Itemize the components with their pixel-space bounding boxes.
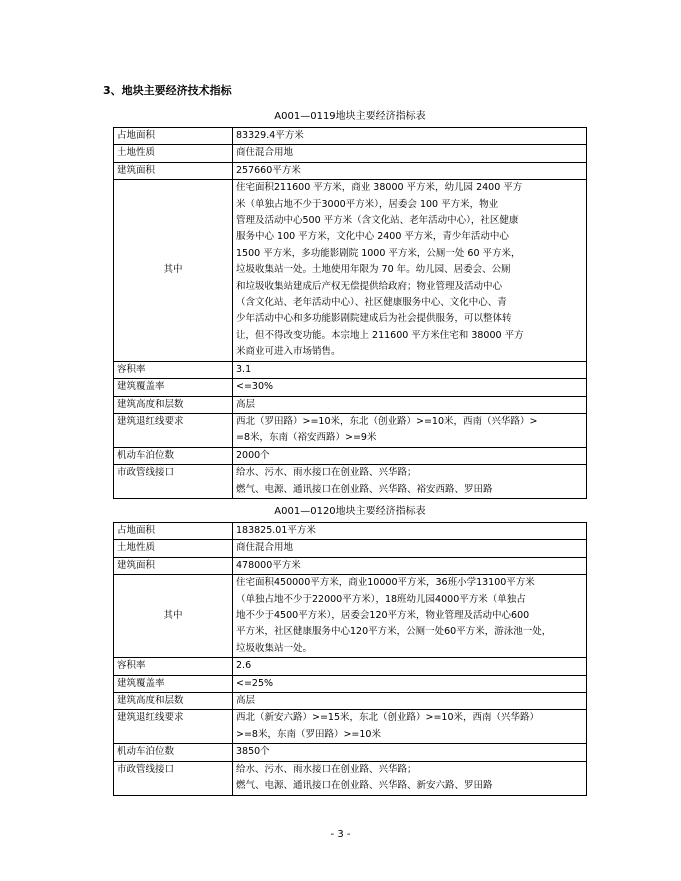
- section-title: 3、地块主要经济技术指标: [103, 84, 232, 97]
- row-label: 土地性质: [114, 540, 233, 557]
- row-label: 容积率: [114, 361, 233, 378]
- row-value: [233, 396, 587, 413]
- row-label: 其中: [114, 180, 233, 361]
- row-value: [233, 379, 587, 396]
- value-line: 183825.01平方米: [236, 525, 316, 536]
- value-line: （含文化站、老年活动中心）、社区健康服务中心、文化中心、青: [236, 297, 507, 309]
- value-line: 少年活动中心和多功能影剧院建成后为社会提供服务，可以整体转: [236, 313, 512, 325]
- value-line: 1500 平方米，多功能影剧院 1000 平方米，公厕一处 60 平方米，: [236, 247, 521, 259]
- table-row: [114, 575, 587, 658]
- indicator-table-0119: [113, 127, 587, 499]
- value-line: <=25%: [236, 677, 274, 689]
- row-label: 土地性质: [114, 145, 233, 162]
- indicator-table-0120: [113, 522, 587, 796]
- row-value: [233, 145, 587, 162]
- value-line: 住宅面积211600 平方米，商业 38000 平方米，幼儿园 2400 平方: [236, 182, 523, 194]
- value-line: 燃气、电源、通讯接口在创业路、兴华路、新安六路、罗田路: [236, 780, 493, 792]
- row-label: 机动车泊位数: [114, 447, 233, 464]
- value-line: （单独占地不少于22000平方米），18班幼儿园4000平方米（单独占: [236, 593, 526, 605]
- table-row: [114, 761, 587, 795]
- row-label: 建筑面积: [114, 162, 233, 179]
- row-label: 建筑覆盖率: [114, 675, 233, 692]
- table-row: [114, 447, 587, 464]
- table-row: [114, 710, 587, 744]
- value-line: >=8米，东南（罗田路）>=10米: [236, 728, 381, 740]
- row-value: [233, 162, 587, 179]
- row-label: 占地面积: [114, 523, 233, 540]
- row-label: 市政管线接口: [114, 465, 233, 499]
- row-value: [233, 710, 587, 744]
- value-line: 住宅面积450000平方米，商业10000平方米，36班小学13100平方米: [236, 577, 535, 589]
- value-line: 商住混合用地: [236, 147, 294, 159]
- row-label: 建筑覆盖率: [114, 379, 233, 396]
- value-line: 西北（罗田路）>=10米，东北（创业路）>=10米，西南（兴华路）>: [236, 415, 538, 427]
- table-row: [114, 523, 587, 540]
- row-value: [233, 523, 587, 540]
- value-line: 2.6: [236, 660, 252, 672]
- table-row: [114, 465, 587, 499]
- table-row: [114, 413, 587, 447]
- row-value: [233, 675, 587, 692]
- value-line: 257660平方米: [236, 164, 301, 176]
- row-value: [233, 744, 587, 761]
- table-row: [114, 675, 587, 692]
- row-value: [233, 693, 587, 710]
- value-line: 给水、污水、雨水接口在创业路、兴华路；: [236, 467, 417, 479]
- row-value: [233, 361, 587, 378]
- value-line: 平方米，社区健康服务中心120平方米，公厕一处60平方米，游泳池一处，: [236, 626, 552, 638]
- value-line: 服务中心 100 平方米，文化中心 2400 平方米，青少年活动中心: [236, 231, 509, 243]
- row-label: 其中: [114, 575, 233, 658]
- row-value: [233, 575, 587, 658]
- value-line: 和垃圾收集站建成后产权无偿提供给政府；物业管理及活动中心: [236, 280, 503, 292]
- table-caption-0120: A001—0120地块主要经济指标表: [274, 506, 426, 517]
- value-line: 地不少于4500平方米），居委会120平方米，物业管理及活动中心600: [236, 610, 530, 622]
- value-line: 西北（新安六路）>=15米，东北（创业路）>=10米，西南（兴华路）: [236, 712, 540, 724]
- value-line: 垃圾收集站一处。土地使用年限为 70 年。幼儿园、居委会、公厕: [236, 264, 511, 276]
- row-value: [233, 128, 587, 145]
- table-row: [114, 128, 587, 145]
- row-label: 机动车泊位数: [114, 744, 233, 761]
- row-label: 建筑退红线要求: [114, 413, 233, 447]
- table-row: [114, 379, 587, 396]
- row-label: 建筑高度和层数: [114, 396, 233, 413]
- value-line: 给水、污水、雨水接口在创业路、兴华路；: [236, 763, 417, 775]
- value-line: 478000平方米: [236, 559, 301, 571]
- table-row: [114, 658, 587, 675]
- row-value: [233, 413, 587, 447]
- value-line: 管理及活动中心500 平方米（含文化站、老年活动中心），社区健康: [236, 215, 519, 227]
- table-row: [114, 693, 587, 710]
- row-label: 建筑退红线要求: [114, 710, 233, 744]
- row-value: [233, 540, 587, 557]
- row-label: 占地面积: [114, 128, 233, 145]
- row-value: [233, 658, 587, 675]
- table-row: [114, 744, 587, 761]
- row-label: 容积率: [114, 658, 233, 675]
- row-label: 建筑面积: [114, 557, 233, 574]
- value-line: 高层: [236, 695, 256, 707]
- value-line: 让，但不得改变功能。本宗地上 211600 平方米住宅和 38000 平方: [236, 329, 524, 341]
- table-caption-0119: A001—0119地块主要经济指标表: [274, 111, 426, 122]
- value-line: 商住混合用地: [236, 542, 294, 554]
- table-row: [114, 361, 587, 378]
- value-line: 垃圾收集站一处。: [236, 642, 313, 654]
- value-line: 2000个: [236, 449, 270, 461]
- value-line: 83329.4平方米: [236, 130, 304, 141]
- page-number: - 3 -: [330, 829, 351, 840]
- table-row: [114, 540, 587, 557]
- row-value: [233, 180, 587, 361]
- table-row: [114, 180, 587, 361]
- row-value: [233, 447, 587, 464]
- value-line: 高层: [236, 398, 256, 410]
- table-row: [114, 557, 587, 574]
- row-value: [233, 761, 587, 795]
- value-line: 3.1: [236, 363, 252, 375]
- table-row: [114, 145, 587, 162]
- table-row: [114, 396, 587, 413]
- value-line: 3850个: [236, 746, 270, 758]
- value-line: 燃气、电源、通讯接口在创业路、兴华路、裕安西路、罗田路: [236, 483, 493, 495]
- table-row: [114, 162, 587, 179]
- value-line: <=30%: [236, 381, 274, 393]
- row-label: 建筑高度和层数: [114, 693, 233, 710]
- row-label: 市政管线接口: [114, 761, 233, 795]
- row-value: [233, 557, 587, 574]
- row-value: [233, 465, 587, 499]
- value-line: 米商业可进入市场销售。: [236, 346, 341, 358]
- value-line: 米（单独占地不少于3000平方米），居委会 100 平方米，物业: [236, 198, 499, 210]
- value-line: =8米，东南（裕安西路）>=9米: [236, 432, 377, 444]
